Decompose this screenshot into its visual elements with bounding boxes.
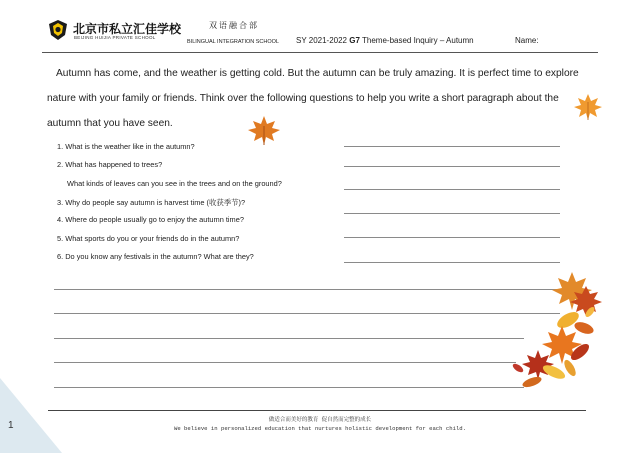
autumn-leaves-pile-icon [510,268,606,396]
name-label: Name: [515,36,539,45]
intro-line-1: Autumn has come, and the weather is getting cold. But the autumn can be truly amazing. It is perfect time to explore [56,68,579,79]
question-6: 6. Do you know any festivals in the autumn? What are they? [57,252,254,261]
writing-line[interactable] [54,362,516,363]
answer-line-2[interactable] [344,166,560,167]
intro-line-2: nature with your family or friends. Think over the following questions to help you write a short paragraph about the [47,93,559,104]
question-1: 1. What is the weather like in the autumn? [57,142,195,151]
answer-line-4[interactable] [344,237,560,238]
question-3: 3. Why do people say autumn is harvest time (收获季节)? [57,198,246,207]
answer-line-6[interactable] [344,262,560,263]
leaf-icon [246,114,282,146]
school-name-en: BEIJING HUIJIA PRIVATE SCHOOL [74,35,156,40]
leaf-icon [572,92,604,122]
school-year: SY 2021-2022 [296,36,348,45]
question-4: 4. Where do people usually go to enjoy the autumn time? [57,215,244,224]
footer-divider [48,410,586,411]
question-5: 5. What sports do you or your friends do in the autumn? [57,234,240,243]
school-name-cn: 北京市私立汇佳学校 [73,22,182,36]
school-crest-icon [47,19,69,41]
answer-line-3[interactable] [344,213,560,214]
answer-line-1[interactable] [344,146,560,147]
writing-line[interactable] [54,313,560,314]
department-name-en: BILINGUAL INTEGRATION SCHOOL [187,39,279,45]
department-name-cn: 双语融合部 [209,21,259,30]
footer-motto-cn: 做适合而美好的教育 促自然而完整的成长 [268,417,372,423]
intro-line-3: autumn that you have seen. [47,118,173,129]
footer-motto-en: We believe in personalized education that nurtures holistic development for each child. [173,425,467,432]
question-2: 2. What has happened to trees? [57,160,163,169]
writing-line[interactable] [54,289,560,290]
unit-title: Theme-based Inquiry – Autumn [362,36,474,45]
page-number: 1 [8,420,14,431]
page-header [0,0,640,55]
question-2b: What kinds of leaves can you see in the trees and on the ground? [67,179,282,188]
term-info [296,36,474,45]
grade-label: G7 [349,36,360,45]
answer-line-2b[interactable] [344,189,560,190]
writing-line[interactable] [54,338,524,339]
header-divider [42,52,598,53]
writing-line[interactable] [54,387,524,388]
